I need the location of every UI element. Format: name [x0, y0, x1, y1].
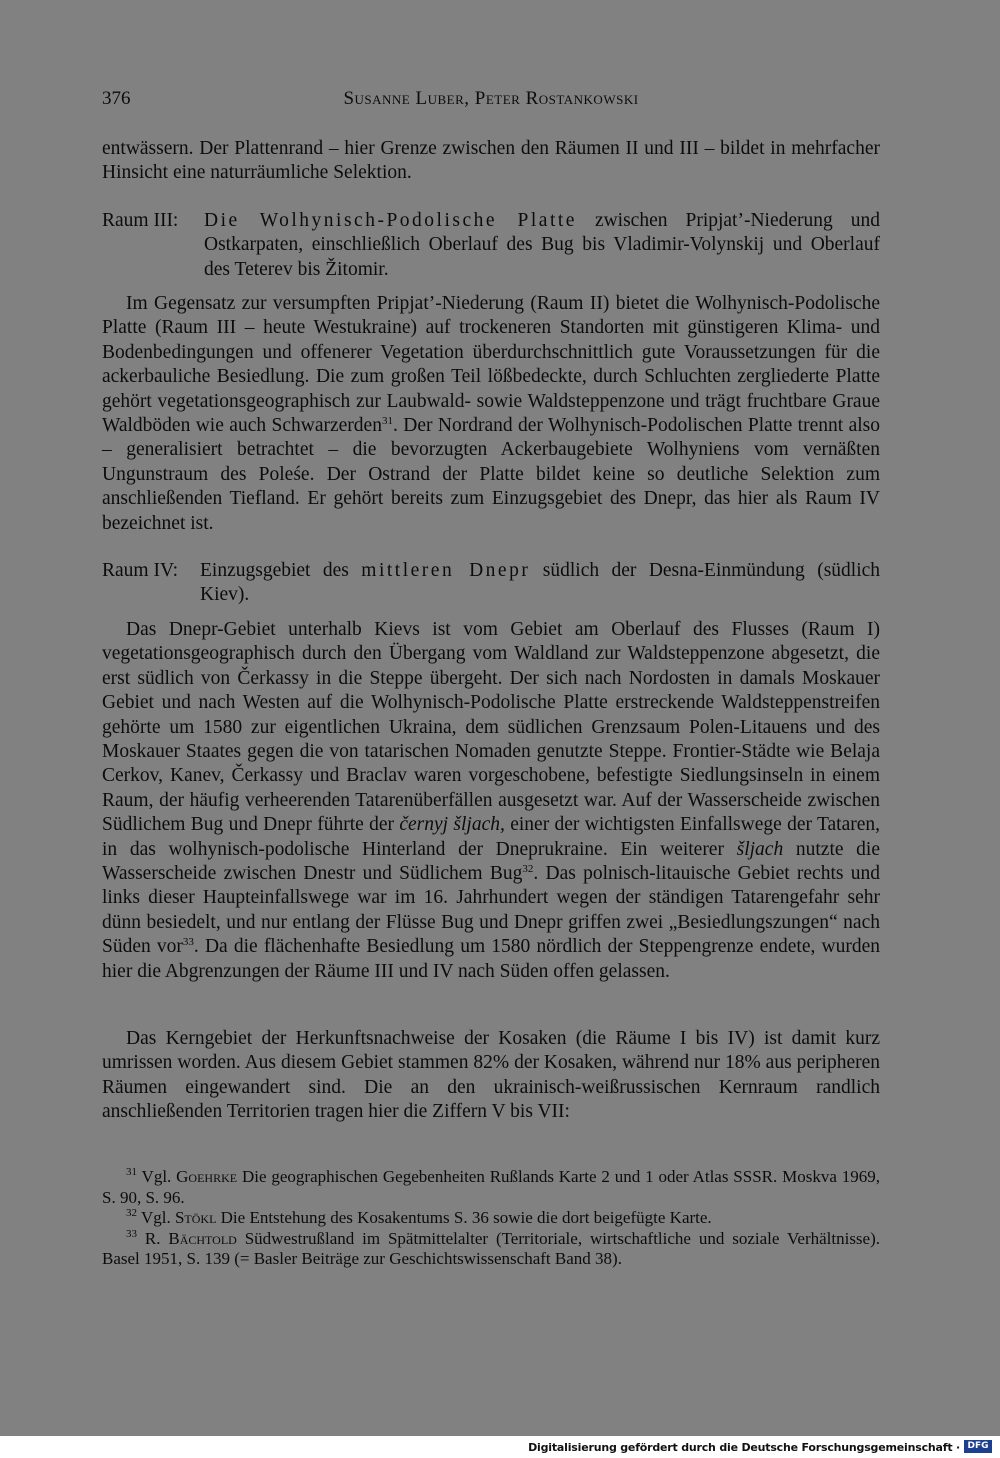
- paragraph-3-part-d: . Das polnisch-litauische Gebiet rechts und links dieser Haupteinfallswege war im 16. Jahrhundert wegen der ständigen Tatarengefahr sehr dünn besiedelt, und nur entlang der Flüsse Bug und Dnepr griffen zwei „Besiedlungszungen“ nach Süden vor: [102, 863, 880, 958]
- raum-iv-definition: [102, 559, 880, 608]
- paragraph-2: [102, 292, 880, 536]
- paragraph-3-part-b: einer der wichtigsten Einfallswege der Tataren, in das wolhynisch-podolische Hinterland der Dneprukraine. Ein weiterer: [102, 814, 881, 860]
- footnote-author: Stökl: [174, 1208, 217, 1228]
- paragraph-3-part-c: nutzte die Wasserscheide zwischen Dnestr und Südlichem Bug: [102, 838, 880, 885]
- footnote-text: Die Entstehung des Kosakentums S. 36 sowie die dort beigefügte Karte.: [220, 1208, 712, 1228]
- paragraph-2-part-a: Im Gegensatz zur versumpften Pripjat’-Niederung (Raum II) bietet die Wolhynisch-Podolische Platte (Raum III – heute Westukraine) auf trockeneren Standorten mit günstigeren Klima- und Bodenbedingungen und offenerer Vegetation überdurchschnittlich gute Voraussetzungen für die ackerbauliche Besiedlung. Die zum großen Teil lößbedeckte, durch Schluchten zergliederte Platte gehört vegetationsgeographisch zur Laubwald- sowie Waldsteppenzone und trägt fruchtbare Graue Waldböden wie auch Schwarzerden: [102, 293, 880, 437]
- paragraph-3-part-e: . Da die flächenhafte Besiedlung um 1580 nördlich der Steppengrenze endete, wurden hier die Abgrenzungen der Räume III und IV nach Süden offen gelassen.: [102, 936, 880, 982]
- raum-iv-pre: Einzugsgebiet des: [200, 560, 349, 581]
- raum-iv-description: südlich der Desna-Einmündung (südlich Kiev).: [200, 560, 881, 606]
- footnote-number: 31: [126, 1166, 137, 1178]
- raum-iv-label: Raum IV:: [102, 560, 179, 581]
- paragraph-text: [102, 618, 880, 984]
- footnote-33: [102, 1229, 880, 1270]
- paragraph-3-part-a: Das Dnepr-Gebiet unterhalb Kievs ist vom Gebiet am Oberlauf des Flusses (Raum I) vegetationsgeographisch durch den Übergang vom Waldland zur Waldsteppenzone abgesetzt, die erst südlich von Čerkassy in die Steppe übergeht. Der sich nach Nordosten in damals Moskauer Gebiet und nach Westen auf die Wolhynisch-Podolische Platte erstreckende Waldsteppenstreifen gehörte um 1580 zur eigentlichen Ukraina, dem südlichen Grenzsaum Polen-Litauens und des Moskauer Staates gegen die von tatarischen Nomaden genutzte Steppe. Frontier-Städte wie Belaja Cerkov, Kanev, Čerkassy und Braclav waren vorgeschobene, befestigte Siedlungsinseln in einem Raum, der häufig verheerenden Tatarenüberfällen ausgesetzt war. Auf der Wasserscheide zwischen Südlichem Bug und Dnepr führte der: [102, 619, 880, 836]
- footnote-author: Goehrke: [176, 1167, 238, 1186]
- term-sljach: šljach: [736, 838, 784, 860]
- footnote-32: [102, 1208, 880, 1229]
- paragraph-3: [102, 618, 880, 984]
- raum-iv-body: [200, 559, 880, 608]
- dfg-logo-icon: DFG: [964, 1440, 992, 1453]
- raum-iv-name: mittleren Dnepr: [361, 560, 531, 581]
- footnote-number: 32: [126, 1207, 137, 1220]
- paragraph-text: Das Kerngebiet der Herkunftsnachweise der Kosaken (die Räume I bis IV) ist damit kurz umrissen worden. Aus diesem Gebiet stammen 82% der Kosaken, während nur 18% aus peripheren Räumen eingewandert sind. Die an den ukrainisch-weißrussischen Kernraum randlich anschließenden Territorien tragen hier die Ziffern V bis VII:: [102, 1028, 880, 1123]
- footnotes: [102, 1167, 880, 1270]
- raum-iii-label: Raum III:: [102, 210, 179, 231]
- paragraph-text: entwässern. Der Plattenrand – hier Grenze zwischen den Räumen II und III – bildet in mehrfacher Hinsicht eine naturräumliche Selektion.: [102, 138, 880, 184]
- digitization-footer: [0, 1436, 1000, 1458]
- raum-iii-body: [204, 209, 880, 282]
- raum-iii-name: Die Wolhynisch-Podolische Platte: [204, 210, 577, 231]
- footnote-prefix: Vgl.: [141, 1167, 172, 1186]
- raum-iii-definition: [102, 209, 880, 282]
- footnote-prefix: Vgl.: [140, 1208, 171, 1228]
- term-cernyj-sljach: černyj šljach,: [399, 814, 505, 836]
- footnote-prefix: R.: [144, 1228, 161, 1248]
- footnote-ref-33: 33: [182, 936, 194, 949]
- footnote-ref-32: 32: [522, 863, 534, 876]
- paragraph-4: [102, 1027, 880, 1125]
- paragraph-text: [102, 292, 880, 536]
- raum-iii-description: zwischen Pripjat’-Niederung und Ostkarpaten, einschließlich Oberlauf des Bug bis Vladimir-Volynskij und Oberlauf des Teterev bis Žitomir.: [204, 210, 881, 280]
- running-head: Susanne Luber, Peter Rostankowski: [343, 88, 639, 109]
- footer-text: Digitalisierung gefördert durch die Deutsche Forschungsgemeinschaft ·: [528, 1441, 960, 1454]
- paragraph-1: [102, 137, 880, 186]
- page-number: 376: [102, 88, 131, 109]
- footnote-text: Südwestrußland im Spätmittelalter (Territoriale, wirtschaftliche und soziale Verhältnisse). Basel 1951, S. 139 (= Basler Beiträge zur Geschichtswissenschaft Band 38).: [102, 1228, 881, 1269]
- footnote-number: 33: [126, 1227, 137, 1240]
- footnote-text: Die geographischen Gegebenheiten Rußlands Karte 2 und 1 oder Atlas SSSR. Moskva 1969, S. 90, S. 96.: [102, 1167, 880, 1207]
- page-header: [102, 88, 880, 116]
- paragraph-2-part-b: . Der Nordrand der Wolhynisch-Podolischen Platte trennt also – generalisiert betrachtet – die bevorzugten Ackerbaugebiete Wolhyniens vom vernäßten Ungunstraum des Poleśe. Der Ostrand der Platte bildet keine so deutliche Selektion zum anschließenden Tiefland. Er gehört bereits zum Einzugsgebiet des Dnepr, das hier als Raum IV bezeichnet ist.: [102, 415, 880, 534]
- footnote-author: Bächtold: [168, 1228, 237, 1248]
- footnote-ref-31: 31: [381, 415, 393, 428]
- footnote-31: [102, 1167, 880, 1208]
